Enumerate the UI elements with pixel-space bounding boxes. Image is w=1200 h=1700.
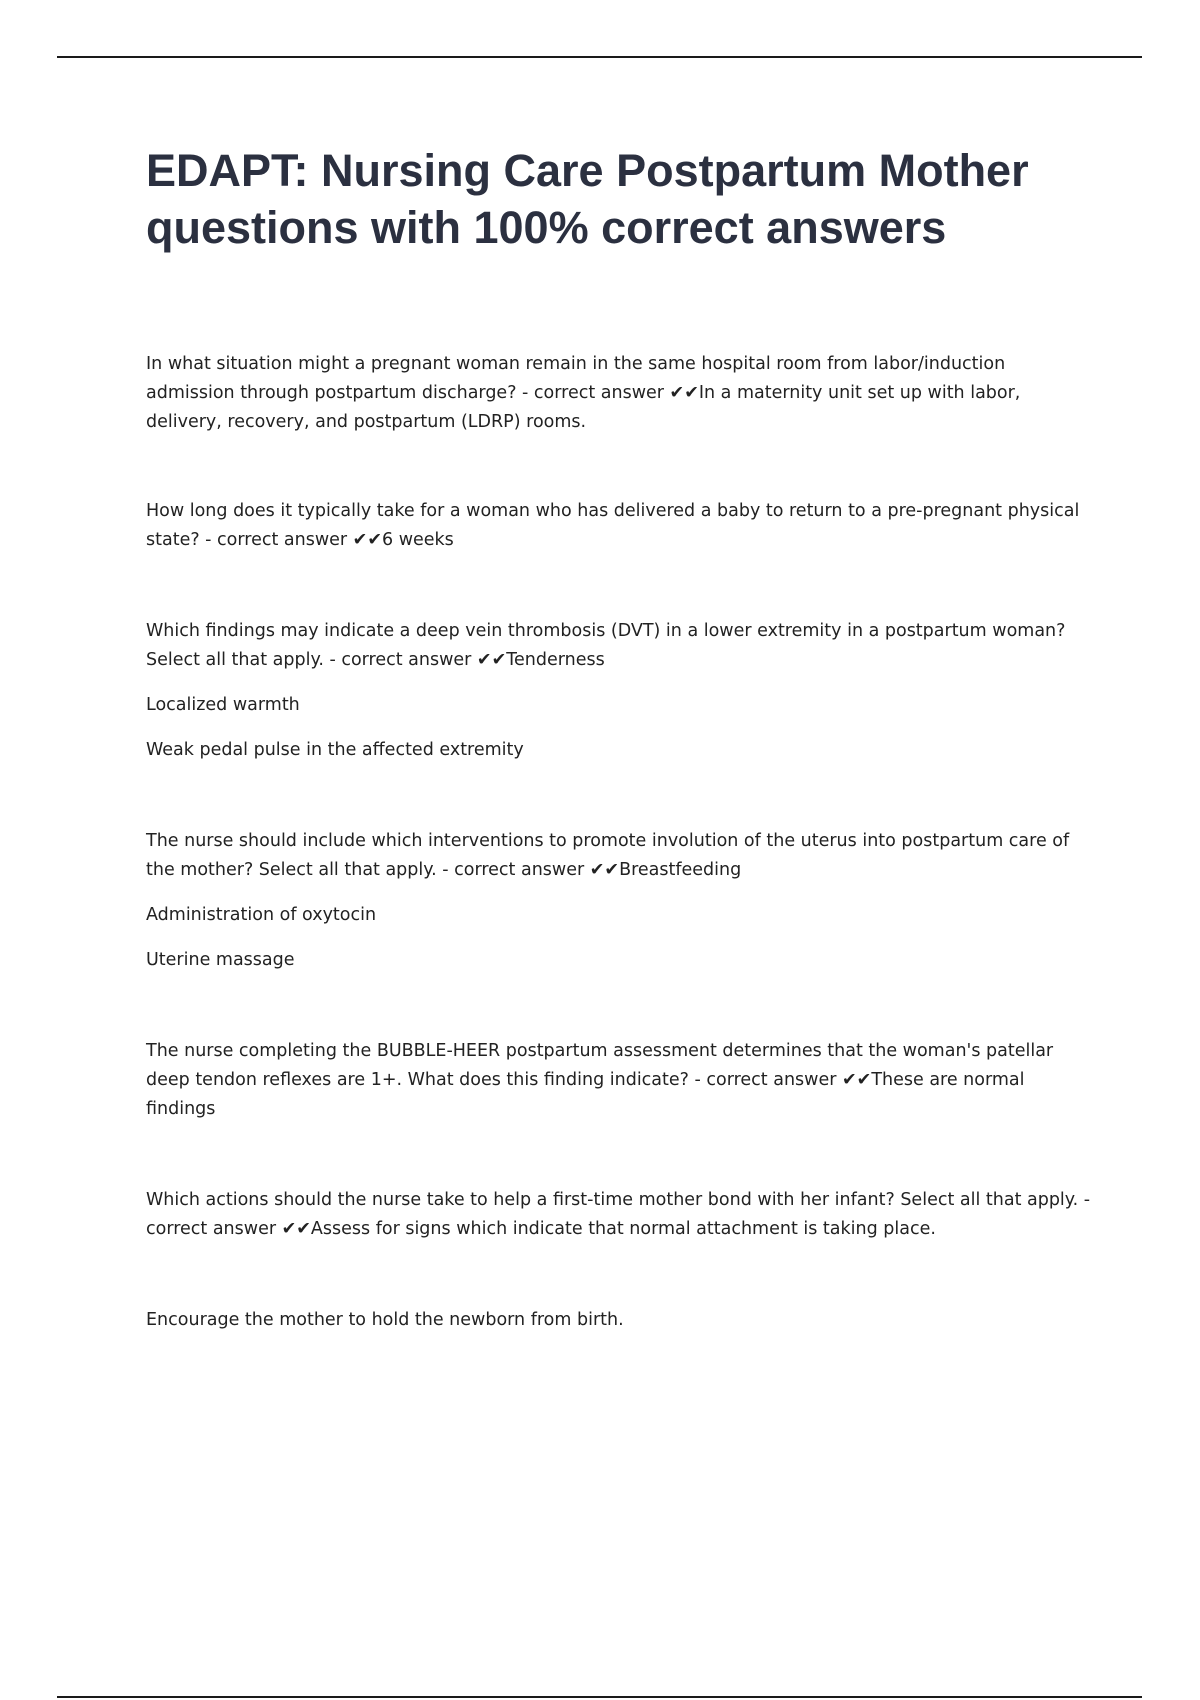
qa-extra-answer: Weak pedal pulse in the affected extremity <box>146 740 524 760</box>
top-rule <box>57 56 1142 58</box>
qa-text: Encourage the mother to hold the newborn from birth. <box>146 1310 624 1330</box>
document-title: EDAPT: Nursing Care Postpartum Mother questions with 100% correct answers <box>146 145 1029 253</box>
qa-text: In what situation might a pregnant woman remain in the same hospital room from labor/induction admission through postpartum discharge? - correct answer ✔✔In a maternity unit set up with labor, delivery, recovery, and postpartum (LDRP) rooms. <box>146 354 1021 432</box>
qa-item <box>146 1306 1096 1335</box>
qa-item <box>146 350 1096 437</box>
qa-text: The nurse should include which interventions to promote involution of the uterus into postpartum care of the mother? Select all that apply. - correct answer ✔✔Breastfeeding <box>146 831 1070 880</box>
qa-item <box>146 827 1096 975</box>
qa-item <box>146 1186 1096 1244</box>
qa-extra-answer: Administration of oxytocin <box>146 905 377 925</box>
qa-text: Which actions should the nurse take to help a first-time mother bond with her infant? Select all that apply. - correct answer ✔✔Assess for signs which indicate that normal attachment is taking place. <box>146 1190 1091 1239</box>
document-body <box>146 142 1096 1335</box>
qa-text: How long does it typically take for a woman who has delivered a baby to return to a pre-pregnant physical state? - correct answer ✔✔6 weeks <box>146 501 1080 550</box>
qa-item <box>146 497 1096 555</box>
qa-extra-answer: Uterine massage <box>146 950 295 970</box>
qa-item <box>146 617 1096 765</box>
qa-extra-answer: Localized warmth <box>146 695 300 715</box>
qa-text: The nurse completing the BUBBLE-HEER postpartum assessment determines that the woman's patellar deep tendon reflexes are 1+. What does this finding indicate? - correct answer ✔✔These are normal findings <box>146 1041 1054 1119</box>
bottom-rule <box>57 1696 1142 1698</box>
qa-text: Which findings may indicate a deep vein thrombosis (DVT) in a lower extremity in a postpartum woman? Select all that apply. - correct answer ✔✔Tenderness <box>146 621 1066 670</box>
qa-item <box>146 1037 1096 1124</box>
